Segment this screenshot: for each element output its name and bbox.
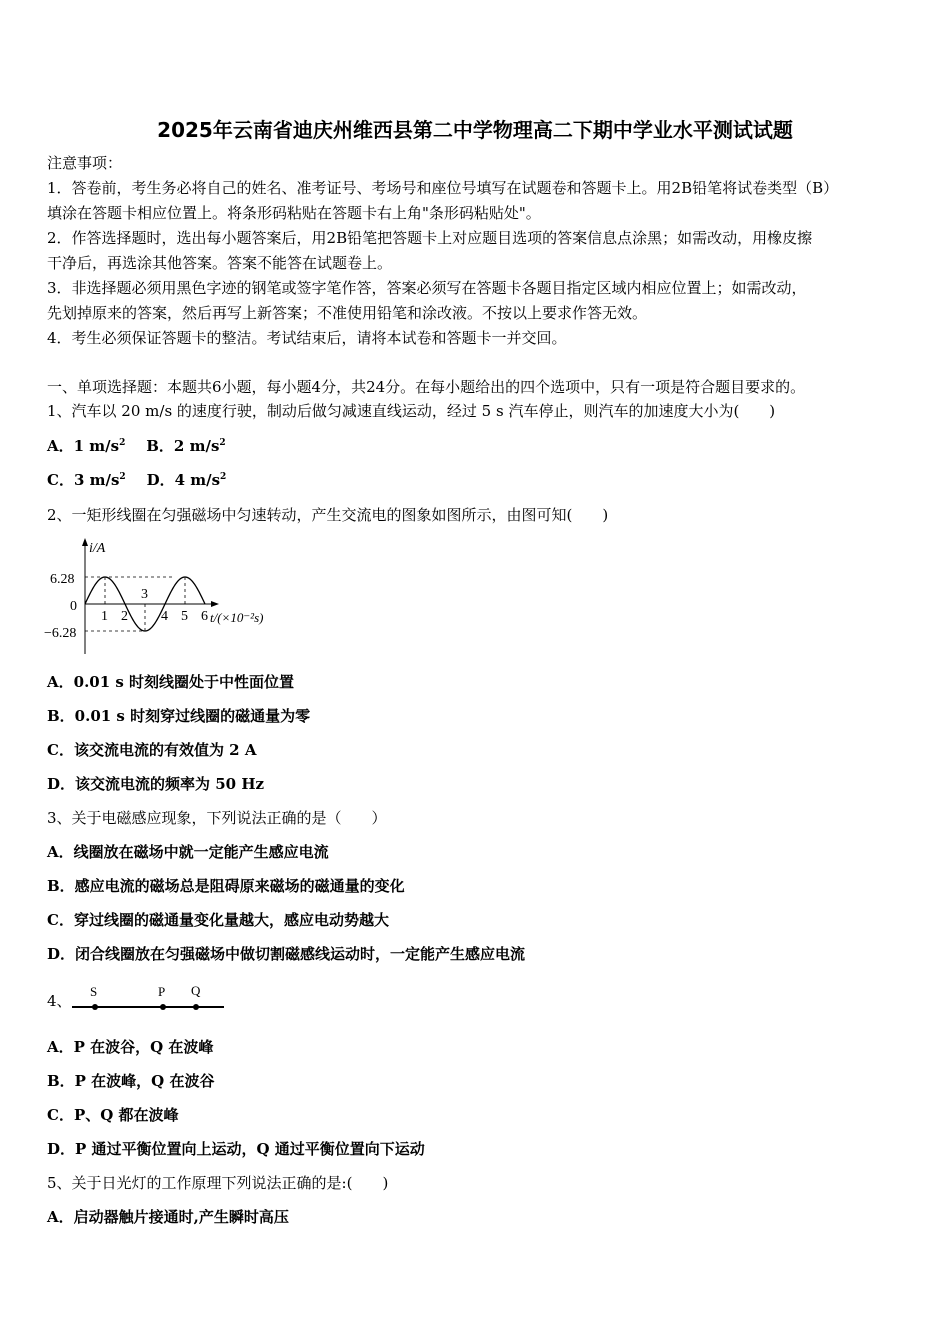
x-tick-label: 2 — [121, 609, 128, 624]
x-tick-label: 6 — [201, 609, 208, 624]
y-tick-min: −6.28 — [44, 626, 77, 641]
notice-line: 2．作答选择题时，选出每小题答案后，用2B铅笔把答题卡上对应题目选项的答案信息点涂黑；如需改动，用橡皮擦 — [47, 229, 813, 247]
section-heading: 一、单项选择题：本题共6小题，每小题4分，共24分。在每小题给出的四个选项中，只有一项是符合题目要求的。 — [47, 378, 806, 396]
q1-options-row-2 — [47, 471, 226, 489]
x-tick-label: 4 — [161, 609, 168, 624]
q2-option-a[interactable]: A．0.01 s 时刻线圈处于中性面位置 — [47, 673, 295, 691]
q1-option-c[interactable]: C．3 $m/s^2$ — [47, 471, 126, 489]
x-tick-label: 5 — [181, 609, 188, 624]
q4-option-a[interactable]: A．P 在波谷，Q 在波峰 — [47, 1038, 214, 1056]
y-tick-zero: 0 — [70, 599, 77, 614]
x-axis-label: t/(×10⁻²s) — [210, 610, 264, 625]
q1-option-d[interactable]: D．4 $m/s^2$ — [146, 471, 227, 489]
q2-option-c[interactable]: C．该交流电流的有效值为 2 A — [47, 741, 257, 759]
x-tick-label: 1 — [101, 609, 108, 624]
q1-options-row-1 — [47, 437, 226, 455]
point-s — [92, 1004, 98, 1010]
notice-line: 1．答卷前，考生务必将自己的姓名、准考证号、考场号和座位号填写在试题卷和答题卡上。用2B铅笔将试卷类型（B） — [47, 179, 839, 197]
q3-option-d[interactable]: D．闭合线圈放在匀强磁场中做切割磁感线运动时，一定能产生感应电流 — [47, 945, 526, 963]
x-axis-arrow — [211, 601, 219, 607]
point-q — [193, 1004, 199, 1010]
q4-option-c[interactable]: C．P、Q 都在波峰 — [47, 1106, 179, 1124]
q5-stem: 5、关于日光灯的工作原理下列说法正确的是:( ) — [47, 1174, 389, 1192]
q3-stem: 3、关于电磁感应现象，下列说法正确的是（ ） — [47, 809, 387, 827]
notice-line: 干净后，再选涂其他答案。答案不能答在试题卷上。 — [47, 254, 393, 272]
wave-points-figure — [68, 982, 228, 1016]
y-axis-arrow — [82, 538, 88, 546]
q1-option-b[interactable]: B．2 $m/s^2$ — [146, 437, 226, 455]
q4-option-b[interactable]: B．P 在波峰，Q 在波谷 — [47, 1072, 215, 1090]
q1-stem: 1、汽车以 20 m/s 的速度行驶，制动后做匀减速直线运动，经过 5 s 汽车停止，则汽车的加速度大小为( ) — [47, 402, 776, 420]
q4-number: 4、 — [47, 992, 72, 1010]
notice-heading: 注意事项： — [47, 154, 123, 172]
q4-option-d[interactable]: D．P 通过平衡位置向上运动，Q 通过平衡位置向下运动 — [47, 1140, 425, 1158]
q3-option-b[interactable]: B．感应电流的磁场总是阻碍原来磁场的磁通量的变化 — [47, 877, 405, 895]
q3-option-a[interactable]: A．线圈放在磁场中就一定能产生感应电流 — [47, 843, 329, 861]
notice-line: 3．非选择题必须用黑色字迹的钢笔或签字笔作答，答案必须写在答题卡各题目指定区域内相应位置上；如需改动， — [47, 279, 807, 297]
ac-current-chart — [40, 534, 290, 656]
y-axis-label: i/A — [89, 541, 106, 556]
q2-stem: 2、一矩形线圈在匀强磁场中匀速转动，产生交流电的图象如图所示，由图可知( ) — [47, 506, 609, 524]
page-title: 2025年云南省迪庆州维西县第二中学物理高二下期中学业水平测试试题 — [157, 118, 793, 142]
x-tick-label: 3 — [141, 587, 148, 602]
label-s: S — [90, 984, 98, 999]
label-q: Q — [191, 983, 201, 998]
point-p — [160, 1004, 166, 1010]
q2-option-b[interactable]: B．0.01 s 时刻穿过线圈的磁通量为零 — [47, 707, 311, 725]
notice-line: 4．考生必须保证答题卡的整洁。考试结束后，请将本试卷和答题卡一并交回。 — [47, 329, 567, 347]
q5-option-a[interactable]: A．启动器触片接通时,产生瞬时高压 — [47, 1208, 289, 1226]
notice-line: 填涂在答题卡相应位置上。将条形码粘贴在答题卡右上角"条形码粘贴处"。 — [47, 204, 541, 222]
label-p: P — [158, 984, 166, 999]
y-tick-max: 6.28 — [50, 572, 75, 587]
q3-option-c[interactable]: C．穿过线圈的磁通量变化量越大，感应电动势越大 — [47, 911, 389, 929]
q2-option-d[interactable]: D．该交流电流的频率为 50 Hz — [47, 775, 265, 793]
notice-line: 先划掉原来的答案，然后再写上新答案；不准使用铅笔和涂改液。不按以上要求作答无效。 — [47, 304, 648, 322]
q1-option-a[interactable]: A．1 $m/s^2$ — [47, 437, 126, 455]
